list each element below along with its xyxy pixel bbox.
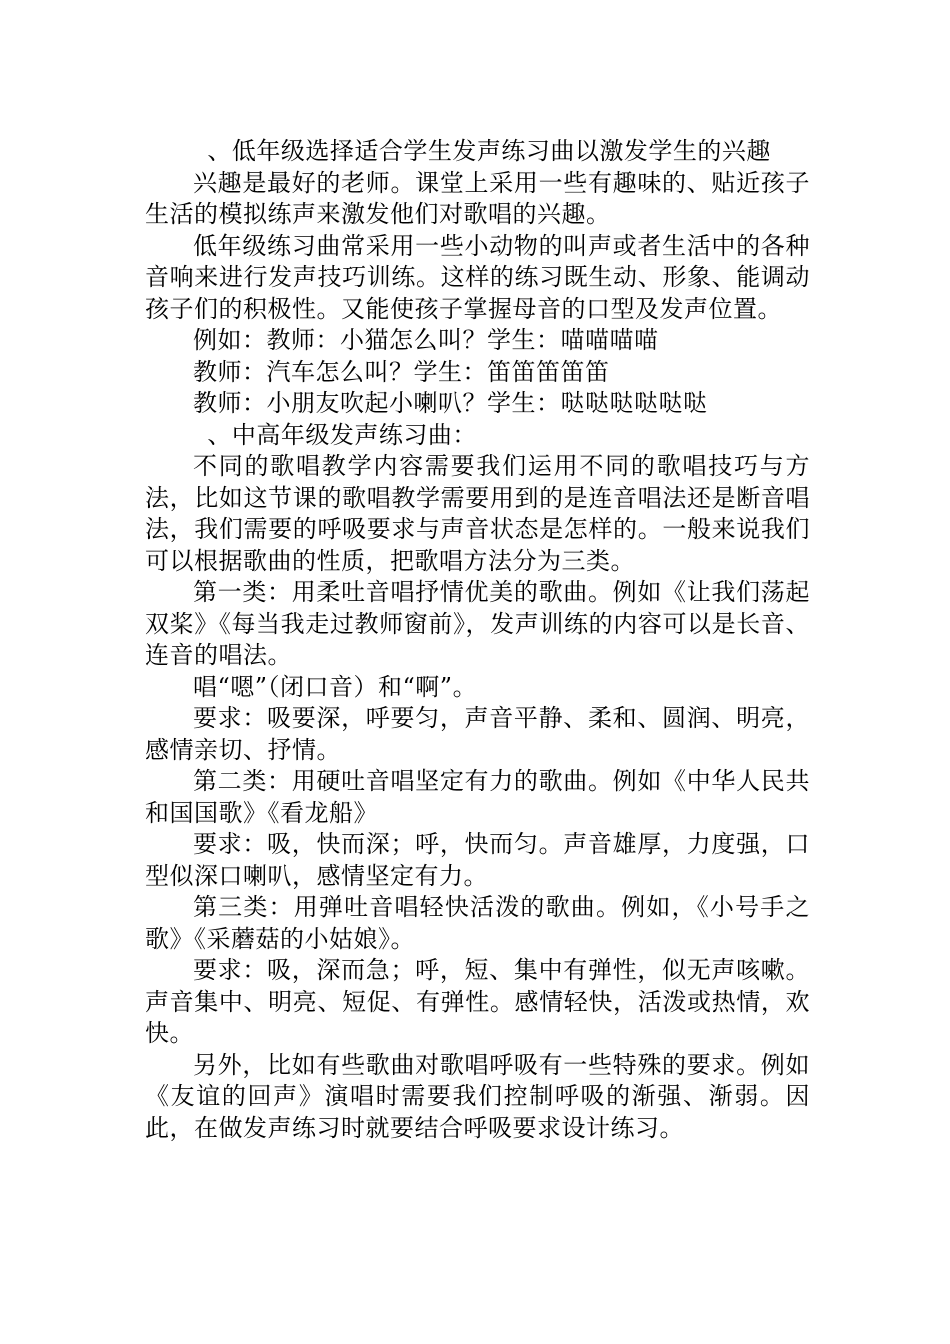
section-heading-low-grade: 、低年级选择适合学生发声练习曲以激发学生的兴趣 xyxy=(207,137,771,165)
paragraph: 例如：教师：小猫怎么叫？学生：喵喵喵喵 xyxy=(193,326,659,354)
paragraph: 第二类：用硬吐音唱坚定有力的歌曲。例如《中华人民共和国国歌》《看龙船》 xyxy=(145,767,810,827)
paragraph: 教师：小朋友吹起小喇叭？学生：哒哒哒哒哒哒 xyxy=(193,389,708,417)
paragraph: 唱“嗯”（闭口音）和“啊”。 xyxy=(193,672,478,701)
document-body xyxy=(145,136,810,1144)
section-heading-mid-high-grade: 、中高年级发声练习曲： xyxy=(207,420,477,449)
paragraph: 低年级练习曲常采用一些小动物的叫声或者生活中的各种音响来进行发声技巧训练。这样的练习既生动、形象、能调动孩子们的积极性。又能使孩子掌握母音的口型及发声位置。 xyxy=(145,231,810,323)
paragraph: 第三类：用弹吐音唱轻快活泼的歌曲。例如，《小号手之歌》《采蘑菇的小姑娘》。 xyxy=(145,893,810,953)
paragraph: 要求：吸要深，呼要匀，声音平静、柔和、圆润、明亮，感情亲切、抒情。 xyxy=(145,704,810,764)
paragraph: 兴趣是最好的老师。课堂上采用一些有趣味的、贴近孩子生活的模拟练声来激发他们对歌唱的兴趣。 xyxy=(145,168,810,228)
paragraph: 要求：吸，深而急；呼，短、集中有弹性，似无声咳嗽。声音集中、明亮、短促、有弹性。感情轻快，活泼或热情，欢快。 xyxy=(145,956,810,1047)
paragraph: 另外，比如有些歌曲对歌唱呼吸有一些特殊的要求。例如《友谊的回声》演唱时需要我们控制呼吸的渐强、渐弱。因此，在做发声练习时就要结合呼吸要求设计练习。 xyxy=(145,1050,810,1142)
paragraph: 不同的歌唱教学内容需要我们运用不同的歌唱技巧与方法，比如这节课的歌唱教学需要用到的是连音唱法还是断音唱法，我们需要的呼吸要求与声音状态是怎样的。一般来说我们可以根据歌曲的性质，把歌唱方法分为三类。 xyxy=(145,452,810,575)
paragraph: 教师：汽车怎么叫？学生：笛笛笛笛笛 xyxy=(193,357,610,386)
paragraph: 要求：吸，快而深；呼，快而匀。声音雄厚，力度强，口型似深口喇叭，感情坚定有力。 xyxy=(145,830,810,890)
paragraph: 第一类：用柔吐音唱抒情优美的歌曲。例如《让我们荡起双桨》《每当我走过教师窗前》，发声训练的内容可以是长音、连音的唱法。 xyxy=(145,578,810,669)
